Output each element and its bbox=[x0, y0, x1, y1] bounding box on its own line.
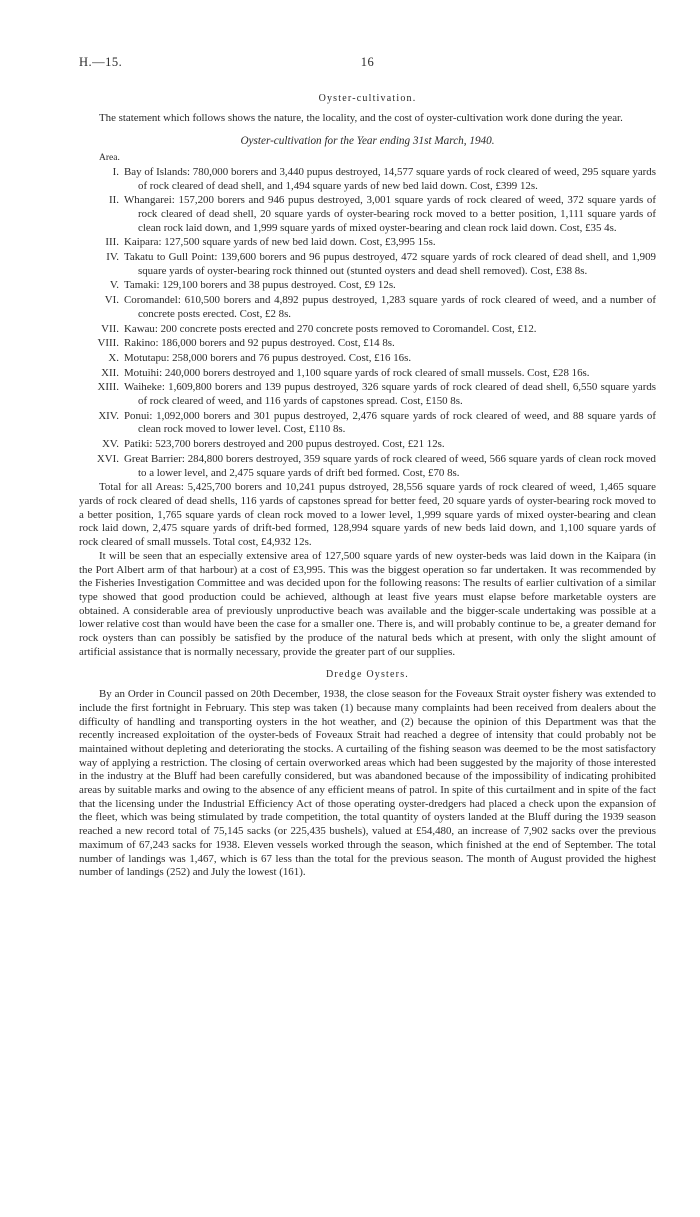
area-entry bbox=[79, 337, 656, 351]
area-column-label: Area. bbox=[99, 153, 120, 164]
area-text: Kaipara: 127,500 square yards of new bed laid down. Cost, £3,995 15s. bbox=[124, 236, 436, 249]
area-numeral: X. bbox=[108, 351, 119, 364]
area-text: Coromandel: 610,500 borers and 4,892 pupus destroyed, 1,283 square yards of rock cleared of weed, and a number of concrete posts erected. Cost, £2 8s. bbox=[124, 294, 656, 320]
area-text: Takatu to Gull Point: 139,600 borers and 96 pupus destroyed, 472 square yards of rock cleared of dead shell, and 1,909 square yards of oyster-bearing rock thinned out (stunted oysters and dead shell removed). Cost, £38 8s. bbox=[124, 251, 656, 277]
area-text: Rakino: 186,000 borers and 92 pupus destroyed. Cost, £14 8s. bbox=[124, 337, 395, 350]
area-list bbox=[79, 166, 656, 480]
area-numeral: XVI. bbox=[96, 452, 119, 465]
area-entry bbox=[79, 410, 656, 437]
area-text: Tamaki: 129,100 borers and 38 pupus destroyed. Cost, £9 12s. bbox=[124, 279, 396, 292]
area-numeral: V. bbox=[109, 279, 119, 292]
area-entry bbox=[79, 323, 656, 337]
dredge-oysters-paragraph: By an Order in Council passed on 20th December, 1938, the close season for the Foveaux Strait oyster fishery was extended to include the first fortnight in February. This step was taken (1) because many complaints had been received from dealers about the difficulty of handling and transporting oysters in the hot weather, and (2) because the opinion of this Department was that the recently increased exploitation of the oyster-beds of Foveaux Strait had reached a degree of intensity that could probably not be maintained without depleting and deteriorating the stocks. A curtailing of the fishing season was deemed to be the most satisfactory way of applying a restriction. The closing of certain overworked areas which had been suggested by the majority of those interested in the industry at the Bluff had been carefully considered, but was abandoned because of the impossibility of indicating prohibited areas by suitable marks and owing to the absence of any efficient means of patrol. In spite of this curtailment and in spite of the fact that the licensing under the Industrial Efficiency Act of those operating oyster-dredgers had placed a check upon the expansion of the fleet, which was being stimulated by trade competition, the total quantity of oysters landed at the Bluff during the 1939 season reached a new record total of 75,145 sacks (or 225,435 bushels), valued at £54,480, an increase of 7,902 sacks over the previous maximum of 67,243 sacks for 1938. Eleven vessels worked through the season, which finished at the end of September. The total number of landings was 1,467, which is 67 less than the total for the previous season. The month of August provided the highest number of landings (252) and July the lowest (161). bbox=[79, 688, 656, 879]
area-numeral: VIII. bbox=[97, 337, 119, 350]
area-numeral: VII. bbox=[101, 322, 119, 335]
area-numeral: VI. bbox=[104, 294, 119, 307]
total-paragraph: Total for all Areas: 5,425,700 borers and 10,241 pupus dstroyed, 28,556 square yards of rock cleared of weed, 1,465 square yards of rock cleared of dead shells, 116 yards of capstones spread for better feed, 20 square yards of oyster-bearing rock moved to a better position, 1,765 square yards of clean rock moved to a lower level, 1,999 square yards of mixed oyster-bearing and clean rock laid down, 2,475 square yards of drift-bed formed, 128,994 square yards of new beds laid down, and 1,100 square yards of rock cleared of small mussels. Total cost, £4,932 12s. bbox=[79, 481, 656, 549]
area-entry bbox=[79, 381, 656, 408]
area-text: Patiki: 523,700 borers destroyed and 200 pupus destroyed. Cost, £21 12s. bbox=[124, 438, 445, 451]
area-text: Whangarei: 157,200 borers and 946 pupus destroyed, 3,001 square yards of rock cleared of weed, 372 square yards of rock cleared of dead shell, 20 square yards of oyster-bearing rock moved to a better position, 1,111 square yards of clean rock laid down, and 1,999 square yards of mixed oyster-bearing and clean rock laid down. Cost, £35 4s. bbox=[124, 194, 656, 234]
area-entry bbox=[79, 236, 656, 250]
area-text: Waiheke: 1,609,800 borers and 139 pupus destroyed, 326 square yards of rock cleared of dead shell, 6,550 square yards of rock cleared of weed, and 116 yards of capstones spread. Cost, £150 8s. bbox=[124, 381, 656, 408]
section-heading-oyster-cultivation: Oyster-cultivation. bbox=[318, 93, 417, 104]
area-numeral: III. bbox=[105, 236, 119, 249]
area-numeral: XIII. bbox=[97, 381, 119, 394]
page-number: 16 bbox=[360, 55, 375, 69]
area-entry bbox=[79, 251, 656, 278]
area-numeral: I. bbox=[112, 165, 119, 178]
area-numeral: XIV. bbox=[98, 409, 119, 422]
area-entry bbox=[79, 367, 656, 381]
area-entry bbox=[79, 279, 656, 293]
area-entry bbox=[79, 453, 656, 480]
area-text: Ponui: 1,092,000 borers and 301 pupus destroyed, 2,476 square yards of rock cleared of weed, and 88 square yards of clean rock moved to lower level. Cost, £110 8s. bbox=[124, 409, 656, 436]
area-text: Bay of Islands: 780,000 borers and 3,440 pupus destroyed, 14,577 square yards of rock cleared of weed, 295 square yards of rock cleared of dead shell, and 1,494 square yards of new bed laid down. Cost, £399 12s. bbox=[124, 165, 656, 192]
kaipara-paragraph: It will be seen that an especially extensive area of 127,500 square yards of new oyster-beds was laid down in the Kaipara (in the Port Albert arm of that harbour) at a cost of £3,995. This was the biggest operation so far undertaken. It was recommended by the Fisheries Investigation Committee and was decided upon for the following reasons: The results of earlier cultivation of a similar type showed that good production could be achieved, although at least five years must elapse before marketable oysters are obtained. A considerable area of previously unproductive beach was available and the bigger-scale undertaking was possible at a lower relative cost than would have been the case for a smaller one. There is, and will probably continue to be, a greater demand for rock oysters than can possibly be satisfied by the produce of the natural beds which at present, with only the slight amount of artificial assistance that is normally necessary, provide the greater part of our supplies. bbox=[79, 549, 656, 658]
area-numeral: II. bbox=[109, 194, 119, 207]
area-entry bbox=[79, 166, 656, 193]
section-heading-dredge-oysters: Dredge Oysters. bbox=[326, 669, 409, 681]
area-numeral: XII. bbox=[101, 366, 119, 379]
area-entry bbox=[79, 352, 656, 366]
area-text: Great Barrier: 284,800 borers destroyed, 359 square yards of rock cleared of weed, 566 square yards of clean rock moved to a lower level, and 2,475 square yards of drift bed formed. Cost, £70 8s. bbox=[124, 452, 656, 479]
intro-paragraph: The statement which follows shows the nature, the locality, and the cost of oyster-cultivation work done during the year. bbox=[99, 111, 623, 124]
area-numeral: IV. bbox=[106, 251, 119, 264]
document-reference: H.—15. bbox=[79, 55, 123, 69]
area-entry bbox=[79, 438, 656, 452]
area-entry bbox=[79, 294, 656, 321]
area-text: Motutapu: 258,000 borers and 76 pupus destroyed. Cost, £16 16s. bbox=[124, 351, 412, 364]
area-numeral: XV. bbox=[101, 438, 119, 451]
area-text: Kawau: 200 concrete posts erected and 270 concrete posts removed to Coromandel. Cost, £12. bbox=[124, 322, 537, 335]
area-entry bbox=[79, 194, 656, 235]
document-body bbox=[79, 92, 656, 880]
table-title: Oyster-cultivation for the Year ending 31st March, 1940. bbox=[240, 135, 495, 148]
area-text: Motuihi: 240,000 borers destroyed and 1,100 square yards of rock cleared of small mussels. Cost, £28 16s. bbox=[124, 366, 590, 379]
